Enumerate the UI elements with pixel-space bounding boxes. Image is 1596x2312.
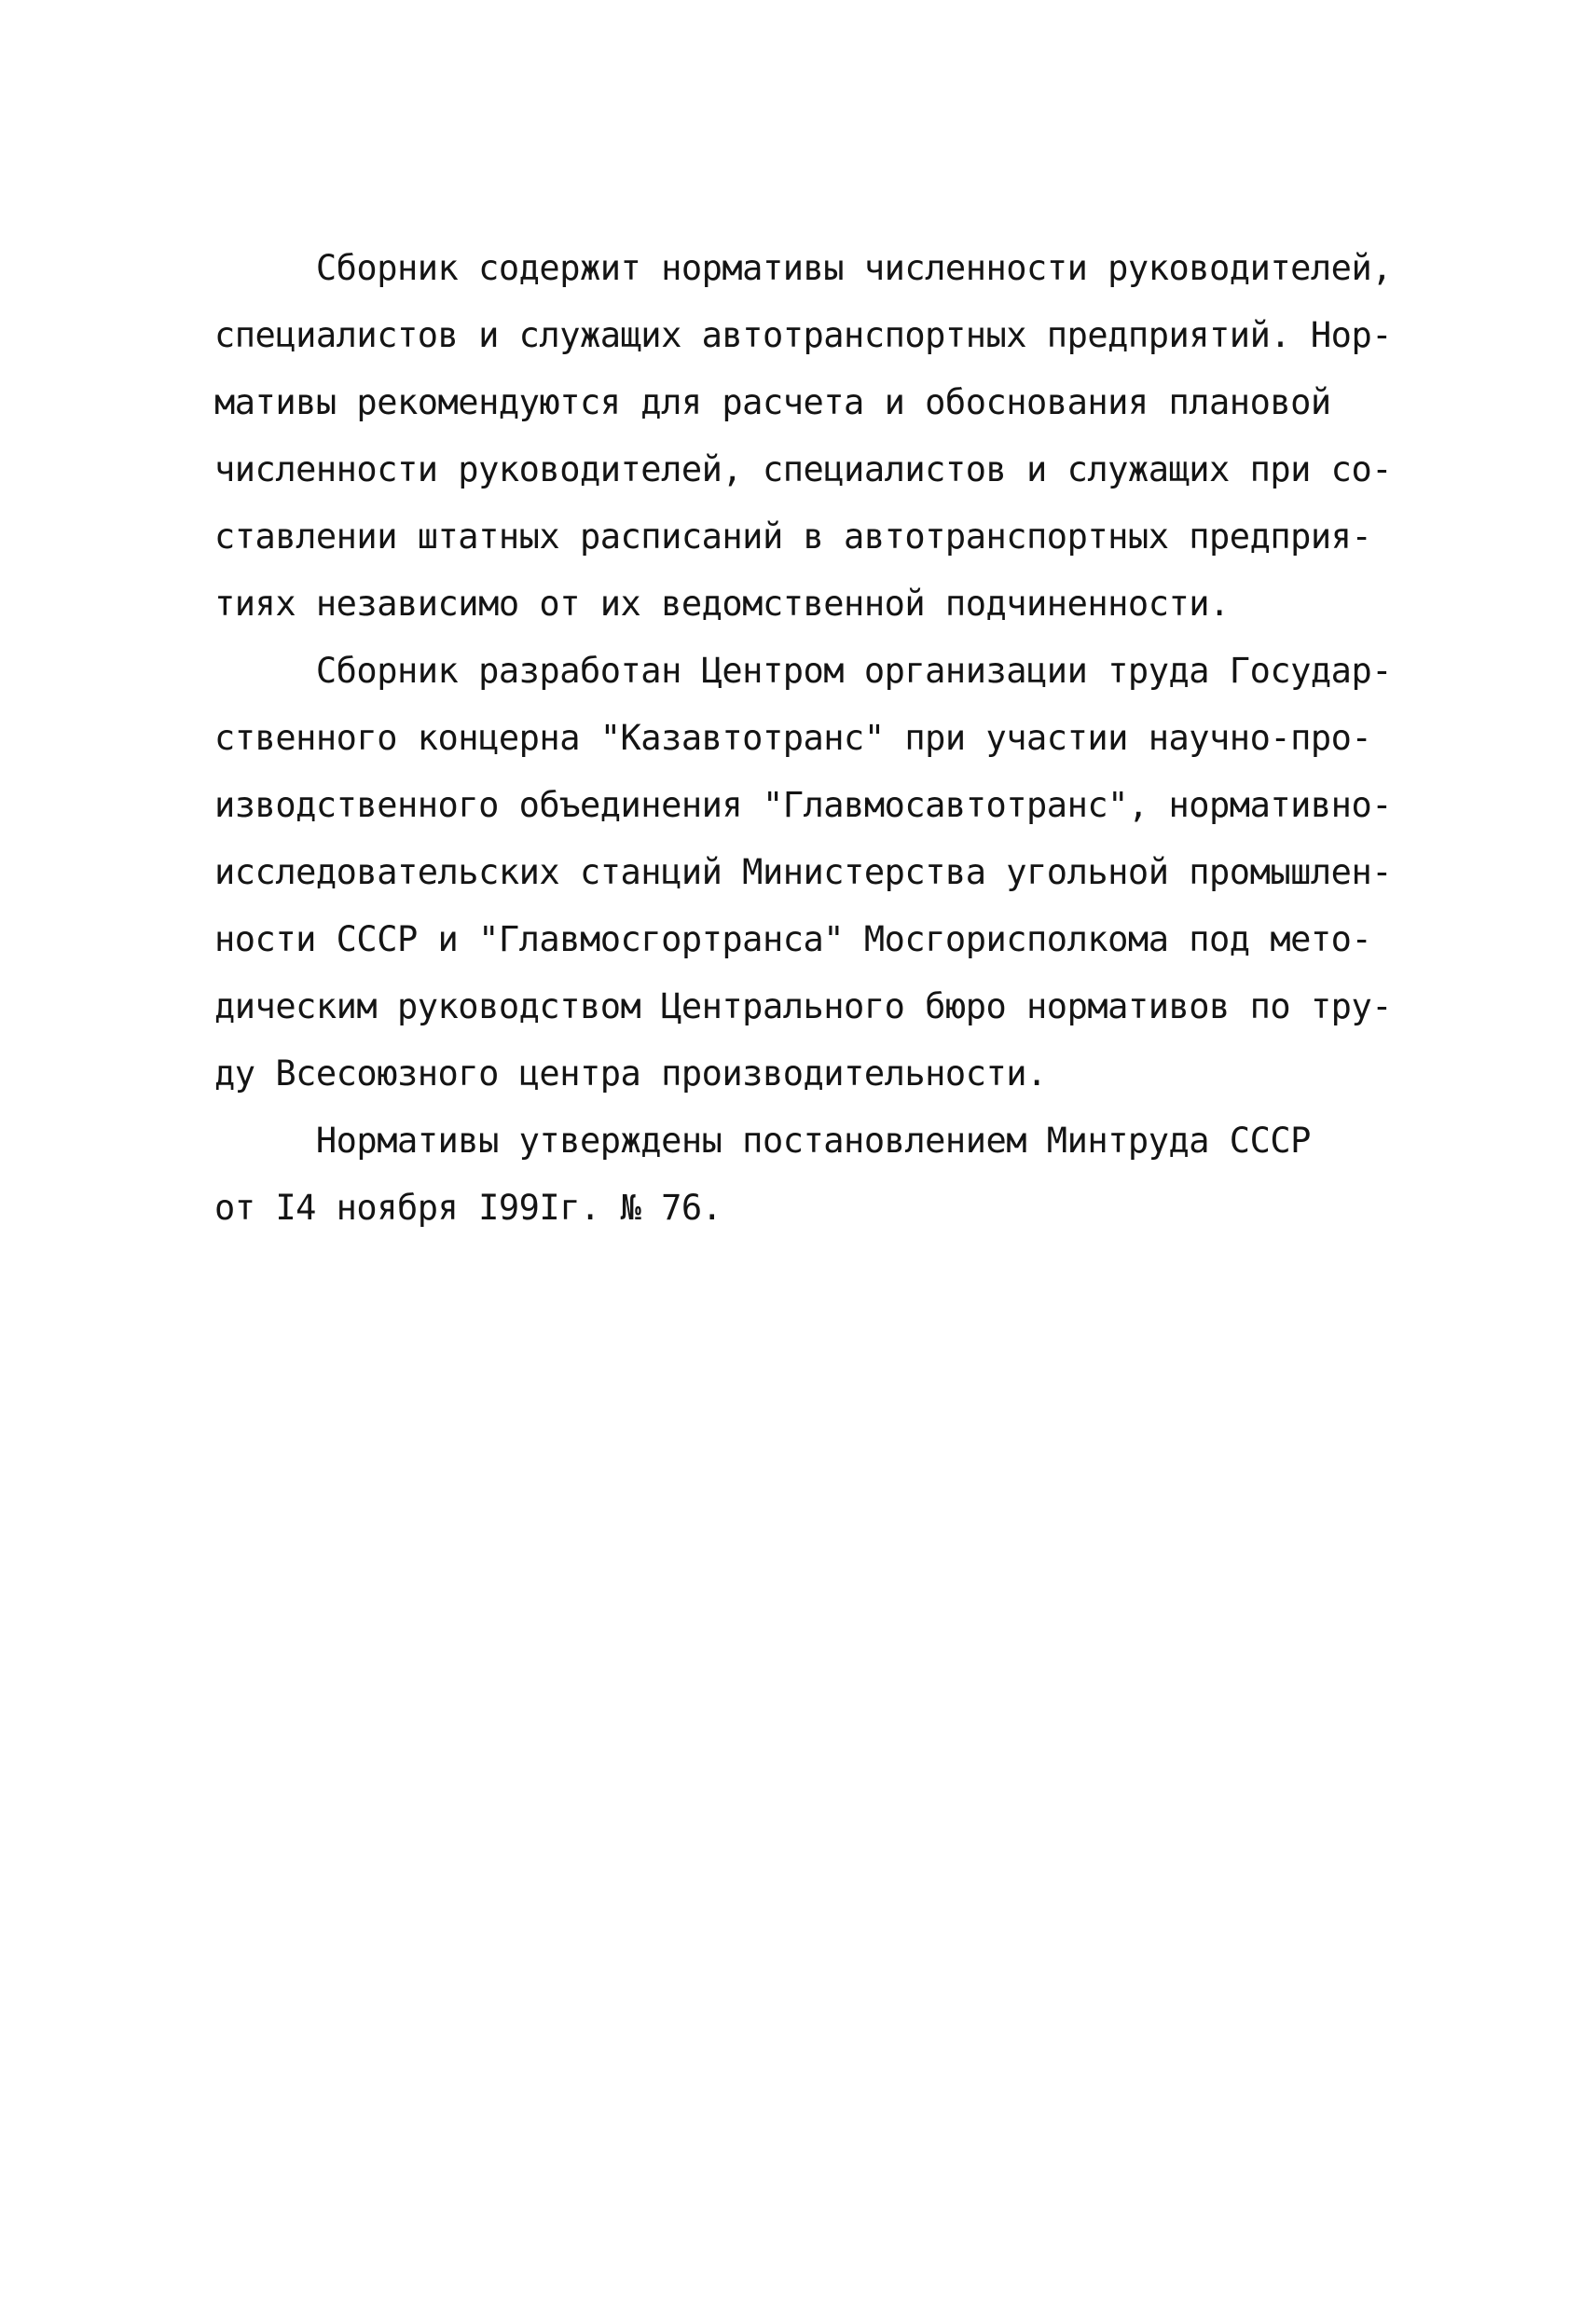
paragraph-contents [214, 235, 1426, 638]
text-line: Сборник содержит нормативы численности руководителей, [214, 248, 1393, 288]
text-line: специалистов и служащих автотранспортных предприятий. Нор- [214, 315, 1393, 355]
text-line: ности СССР и "Главмосгортранса" Мосгорисполкома под мето- [214, 919, 1372, 959]
paragraph-approval [214, 1108, 1426, 1242]
text-line: ставлении штатных расписаний в автотранспортных предприя- [214, 516, 1372, 557]
text-line: исследовательских станций Министерства угольной промышлен- [214, 852, 1393, 892]
text-line: ственного концерна "Казавтотранс" при участии научно-про- [214, 718, 1372, 758]
text-line: изводственного объединения "Главмосавтотранс", нормативно- [214, 785, 1393, 825]
text-line: Сборник разработан Центром организации труда Государ- [214, 651, 1393, 691]
text-line: дическим руководством Центрального бюро нормативов по тру- [214, 986, 1393, 1026]
text-line: от I4 ноября I99Iг. № 76. [214, 1188, 722, 1228]
text-line: Нормативы утверждены постановлением Минтруда СССР [214, 1121, 1311, 1161]
paragraph-developer [214, 638, 1426, 1108]
text-line: мативы рекомендуются для расчета и обоснования плановой [214, 382, 1331, 422]
document-body [214, 235, 1426, 1242]
text-line: ду Всесоюзного центра производительности. [214, 1053, 1047, 1094]
text-line: тиях независимо от их ведомственной подчиненности. [214, 584, 1230, 624]
text-line: численности руководителей, специалистов и служащих при со- [214, 449, 1393, 489]
